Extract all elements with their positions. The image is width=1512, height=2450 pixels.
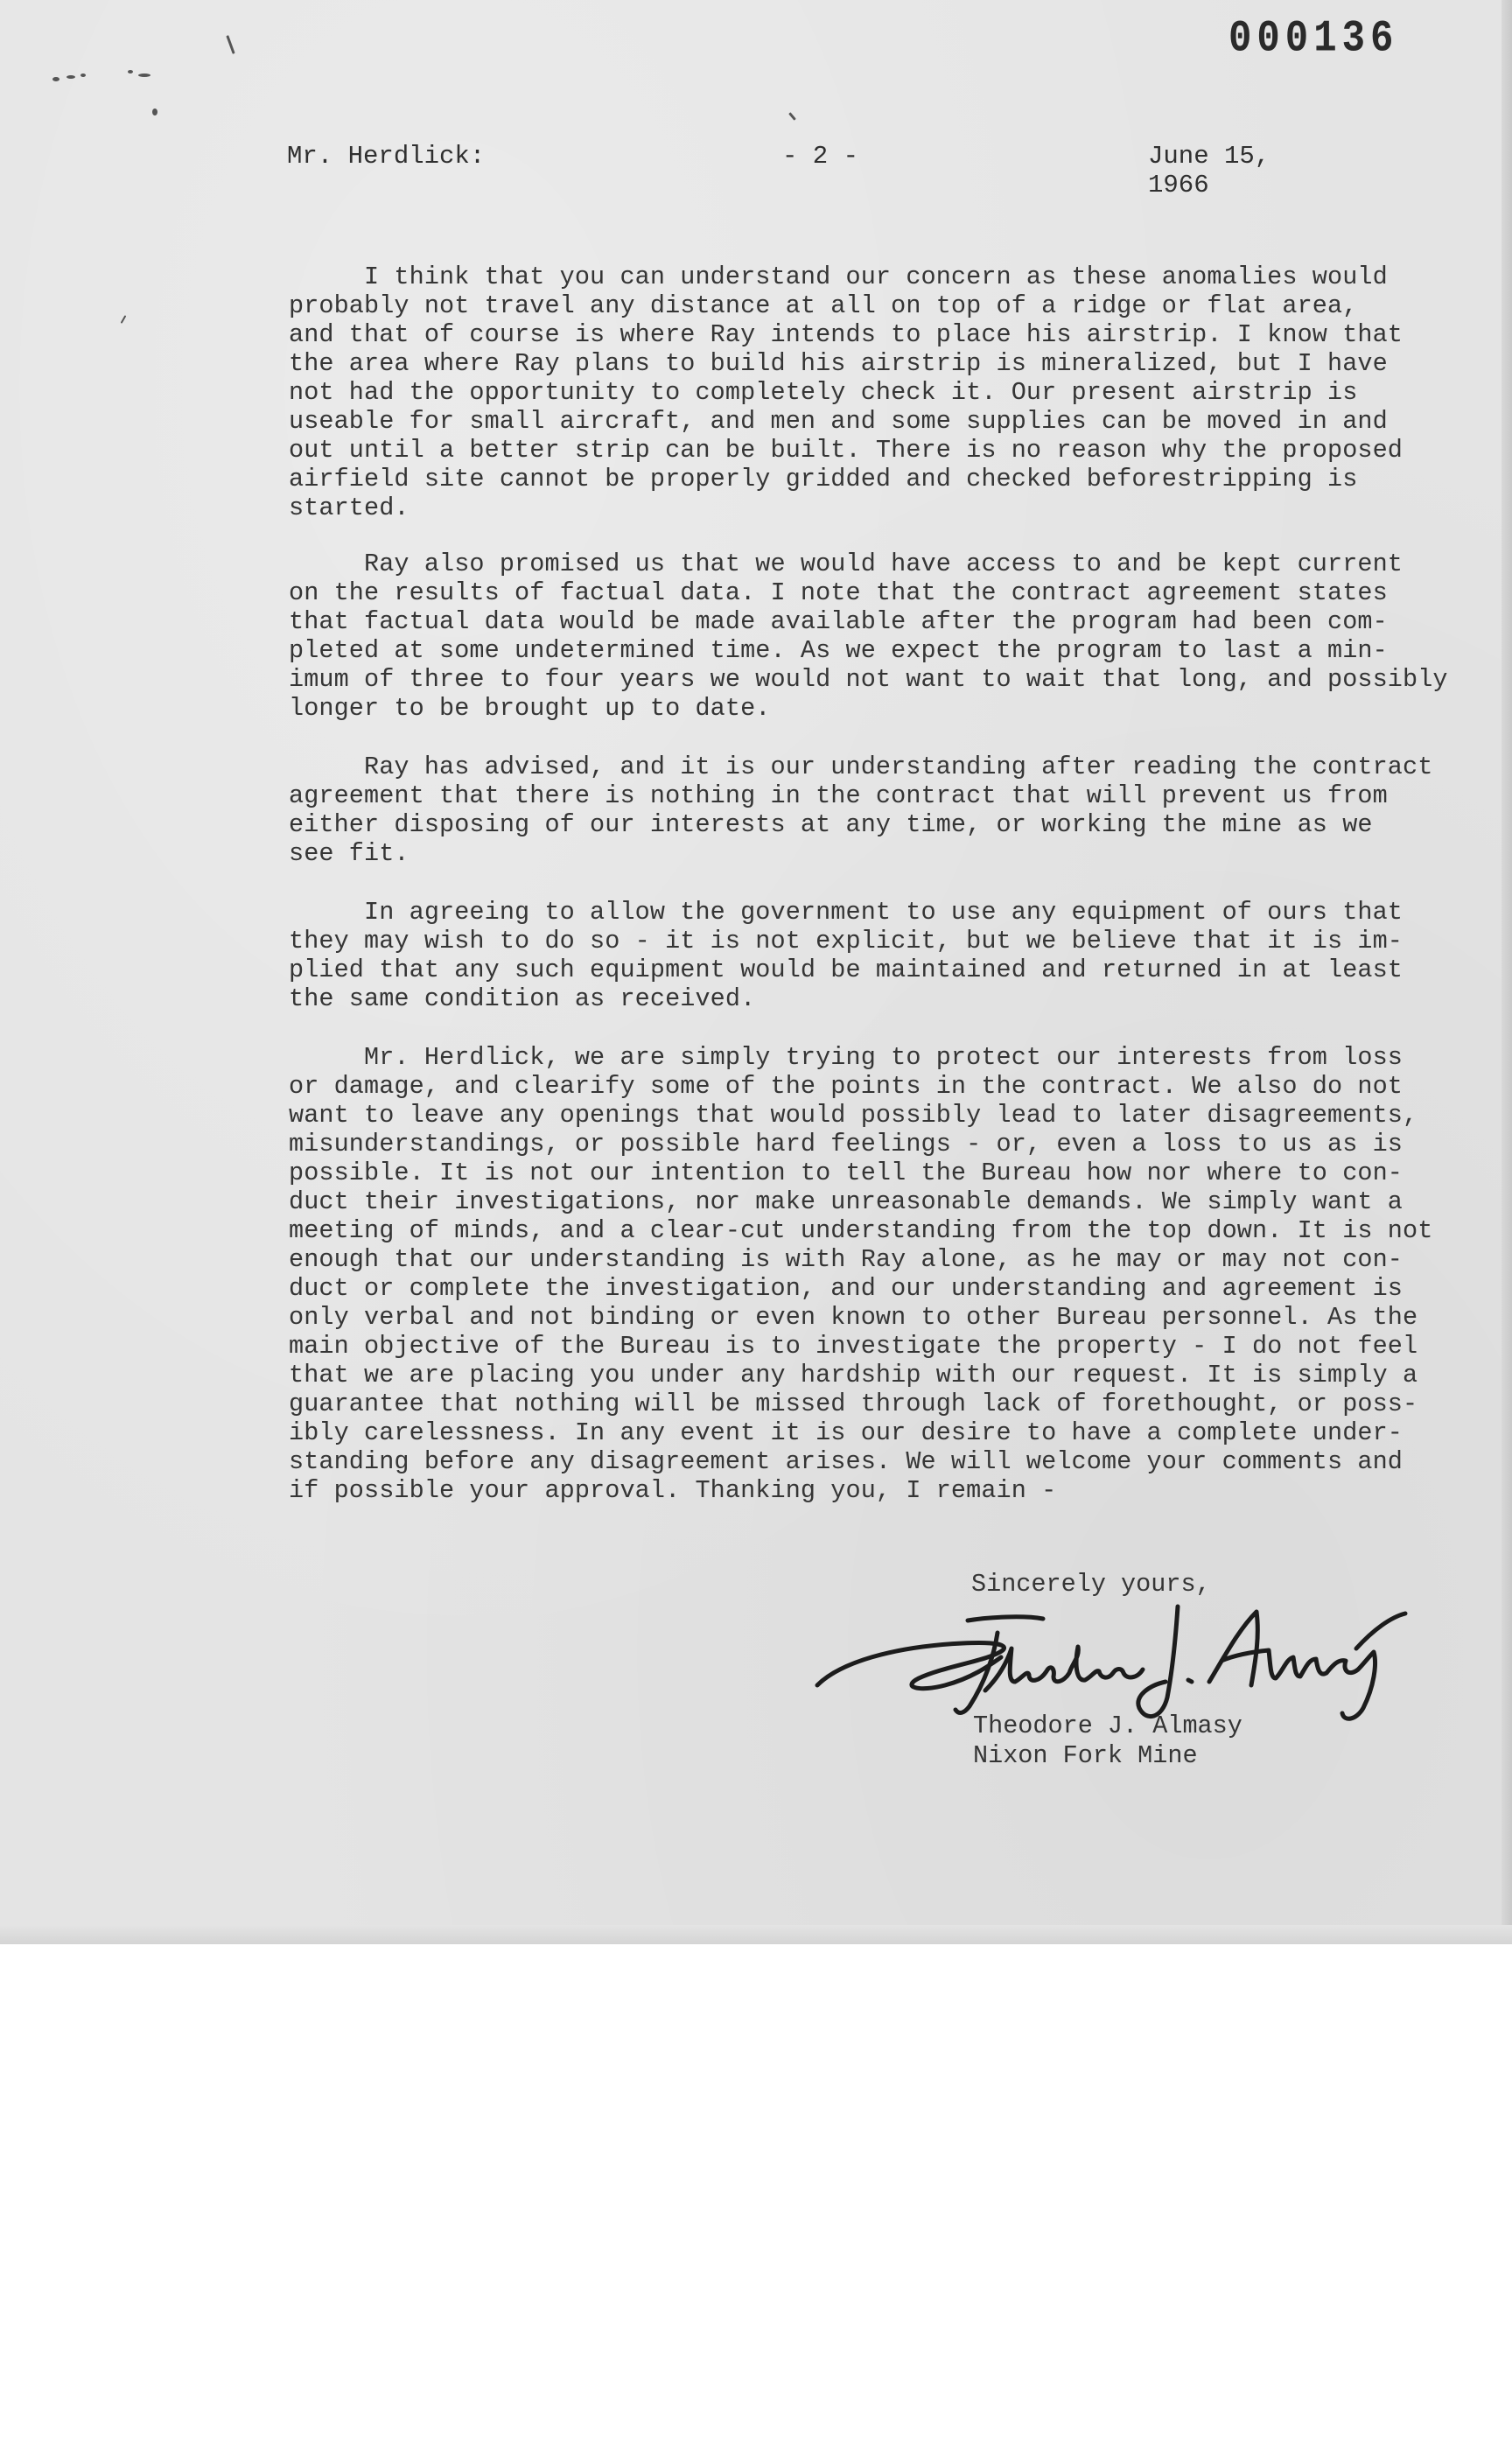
page-bottom-edge: [0, 1925, 1512, 1944]
body-paragraph: I think that you can understand our concern as these anomalies would probably not travel any distance at all on top of a ridge or flat area, and that of course is where Ray intends to place his airstrip. I know that the area where Ray plans to build his airstrip is mineralized, but I have not had the opportunity to completely check it. Our present airstrip is useable for small aircraft, and men and some supplies can be moved in and out until a better strip can be built. There is no reason why the proposed airfield site cannot be properly gridded and checked beforestripping is started.: [289, 262, 1404, 522]
signer-name: Theodore J. Almasy: [973, 1712, 1242, 1740]
signer-organization: Nixon Fork Mine: [973, 1741, 1198, 1770]
body-paragraph: Mr. Herdlick, we are simply trying to protect our interests from loss or damage, and clearify some of the points in the contract. We also do not want to leave any openings that would possibly lead to later disagreements, misunderstandings, or possible hard feelings - or, even a loss to us as is possible. It is not our intention to tell the Bureau how nor where to con- duct their investigations, nor make unreasonable demands. We simply want a meeting of minds, and a clear-cut understanding from the top down. It is not enough that our understanding is with Ray alone, as he may or may not con- duct or complete the investigation, and our understanding and agreement is only verbal and not binding or even known to other Bureau personnel. As the main objective of the Bureau is to investigate the property - I do not feel that we are placing you under any hardship with our request. It is simply a guarantee that nothing will be missed through lack of forethought, or poss- ibly carelessness. In any event it is our desire to have a complete under- standing before any disagreement arises. We will welcome your comments and if possible your approval. Thanking you, I remain -: [289, 1043, 1433, 1505]
header-date: June 15, 1966: [1148, 142, 1270, 200]
handwritten-signature: [814, 1594, 1409, 1726]
closing-salutation: Sincerely yours,: [971, 1570, 1211, 1599]
document-number: 000136: [1228, 14, 1399, 65]
body-paragraph: Ray has advised, and it is our understanding after reading the contract agreement that there is nothing in the contract that will prevent us from either disposing of our interests at any time, or working the mine as we see fit.: [289, 752, 1433, 868]
body-paragraph: In agreeing to allow the government to use any equipment of ours that they may wish to do so - it is not explicit, but we believe that it is im- plied that any such equipment would be maintained and returned in at least the same condition as received.: [289, 898, 1404, 1013]
page-edge-shadow: [1502, 0, 1512, 1944]
header-page-number: - 2 -: [782, 142, 859, 171]
body-paragraph: Ray also promised us that we would have access to and be kept current on the results of factual data. I note that the contract agreement states that factual data would be made available after the program had been com- pleted at some undetermined time. As we expect the program to last a min- imum of three to four years we would not want to wait that long, and possibly longer to be brought up to date.: [289, 550, 1448, 723]
letter-header: [287, 142, 1337, 200]
header-recipient: Mr. Herdlick:: [287, 142, 486, 171]
